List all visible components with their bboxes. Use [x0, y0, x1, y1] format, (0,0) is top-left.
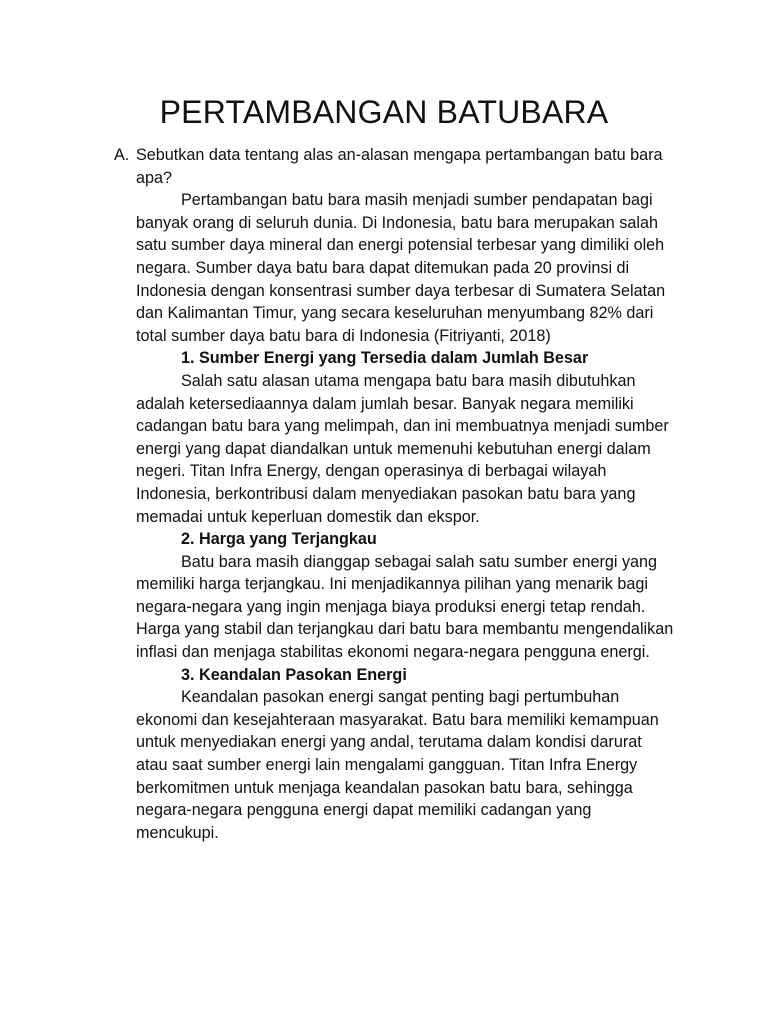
document-body	[0, 144, 768, 844]
section-paragraph-3: Keandalan pasokan energi sangat penting bagi pertumbuhan ekonomi dan kesejahteraan masyarakat. Batu bara memiliki kemampuan untuk menyediakan energi yang andal, terutama dalam kondisi darurat atau saat sumber energi lain mengalami gangguan. Titan Infra Energy berkomitmen untuk menjaga keandalan pasokan batu bara, sehingga negara-negara pengguna energi dapat memiliki cadangan yang mencukupi.	[136, 688, 659, 842]
document-title: PERTAMBANGAN BATUBARA	[159, 94, 609, 130]
question-marker: A.	[114, 146, 130, 164]
intro-paragraph: Pertambangan batu bara masih menjadi sumber pendapatan bagi banyak orang di seluruh dunia. Di Indonesia, batu bara merupakan salah satu sumber daya mineral dan energi potensial terbesar yang dimiliki oleh negara. Sumber daya batu bara dapat ditemukan pada 20 provinsi di Indonesia dengan konsentrasi sumber daya terbesar di Sumatera Selatan dan Kalimantan Timur, yang secara keseluruhan menyumbang 82% dari total sumber daya batu bara di Indonesia (Fitriyanti, 2018)	[136, 191, 666, 345]
section-paragraph-2: Batu bara masih dianggap sebagai salah satu sumber energi yang memiliki harga terjangkau. Ini menjadikannya pilihan yang menarik bagi negara-negara yang ingin menjaga biaya produksi energi tetap rendah. Harga yang stabil dan terjangkau dari batu bara membantu mengendalikan inflasi dan menjaga stabilitas ekonomi negara-negara pengguna energi.	[136, 552, 674, 662]
section-paragraph-1: Salah satu alasan utama mengapa batu bara masih dibutuhkan adalah ketersediaannya dalam jumlah besar. Banyak negara memiliki cadangan batu bara yang melimpah, dan ini membuatnya menjadi sumber energi yang dapat diandalkan untuk memenuhi kebutuhan energi dalam negeri. Titan Infra Energy, dengan operasinya di berbagai wilayah Indonesia, berkontribusi dalam menyediakan pasokan batu bara yang memadai untuk keperluan domestik dan ekspor.	[136, 371, 669, 526]
question-item	[0, 144, 676, 189]
section-heading-3: 3. Keandalan Pasokan Energi	[181, 665, 407, 684]
question-text: Sebutkan data tentang alas an-alasan mengapa pertambangan batu bara apa?	[136, 146, 663, 187]
section-heading-2: 2. Harga yang Terjangkau	[181, 530, 377, 549]
section-heading-1: 1. Sumber Energi yang Tersedia dalam Jumlah Besar	[181, 349, 589, 368]
